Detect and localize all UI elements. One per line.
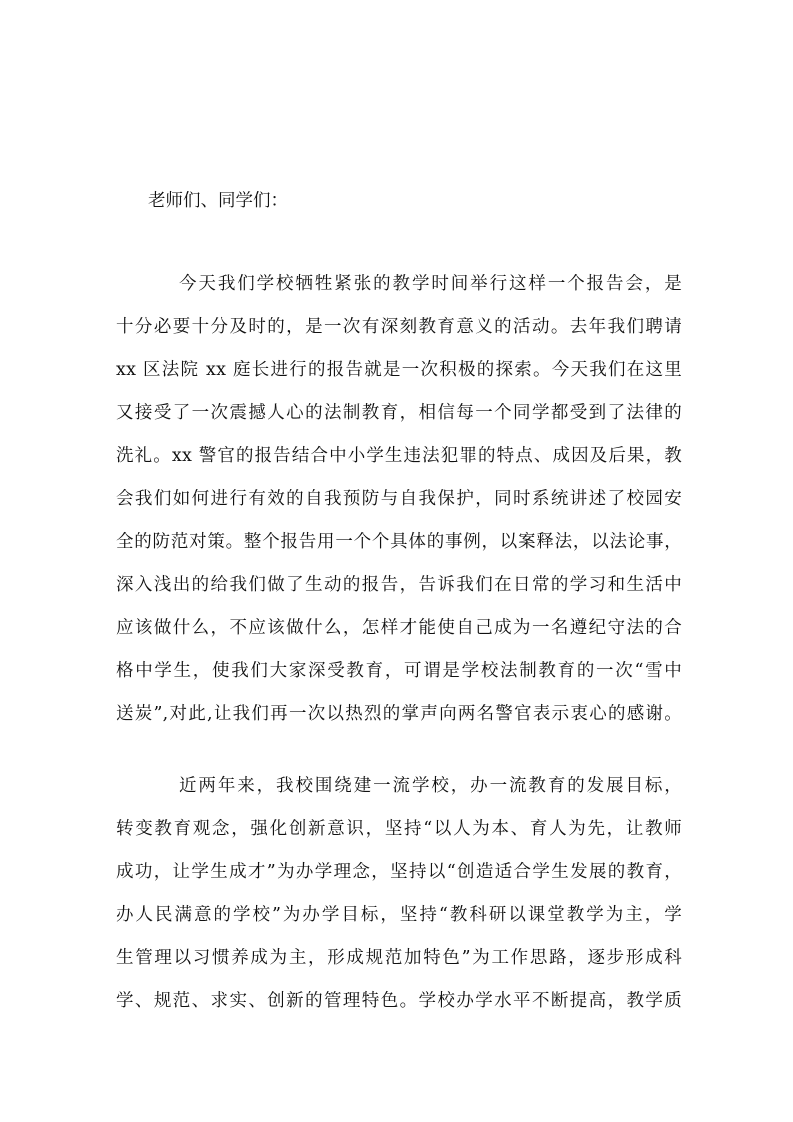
paragraph-line: 十分必要十分及时的，是一次有深刻教育意义的活动。去年我们聘请 <box>116 317 682 337</box>
paragraph-line: 会我们如何进行有效的自我预防与自我保护，同时系统讲述了校园安 <box>116 489 682 509</box>
paragraph-line: 今天我们学校牺牲紧张的教学时间举行这样一个报告会，是 <box>179 274 682 294</box>
paragraph-line: 近两年来，我校围绕建一流学校，办一流教育的发展目标， <box>179 776 682 796</box>
paragraph-line: 成功，让学生成才”为办学理念，坚持以“创造适合学生发展的教育， <box>116 862 682 882</box>
paragraph-line: 转变教育观念，强化创新意识，坚持“以人为本、育人为先，让教师 <box>116 819 682 839</box>
paragraph-line: 应该做什么，不应该做什么，怎样才能使自己成为一名遵纪守法的合 <box>116 618 682 638</box>
paragraph-line: 格中学生，使我们大家深受教育，可谓是学校法制教育的一次“雪中 <box>116 661 682 681</box>
paragraph-line: 深入浅出的给我们做了生动的报告，告诉我们在日常的学习和生活中 <box>116 575 682 595</box>
paragraph-line: 送炭”,对此,让我们再一次以热烈的掌声向两名警官表示衷心的感谢。 <box>116 704 682 724</box>
paragraph-line: 洗礼。xx 警官的报告结合中小学生违法犯罪的特点、成因及后果，教 <box>116 446 682 466</box>
salutation: 老师们、同学们： <box>148 191 288 211</box>
paragraph-line: 又接受了一次震撼人心的法制教育，相信每一个同学都受到了法律的 <box>116 403 682 423</box>
paragraph-line: 学、规范、求实、创新的管理特色。学校办学水平不断提高，教学质 <box>116 991 682 1011</box>
paragraph-line: 生管理以习惯养成为主，形成规范加特色”为工作思路，逐步形成科 <box>116 948 682 968</box>
paragraph-line: 全的防范对策。整个报告用一个个具体的事例，以案释法，以法论事， <box>116 532 682 552</box>
paragraph-line: 办人民满意的学校”为办学目标，坚持“教科研以课堂教学为主，学 <box>116 905 682 925</box>
paragraph-line: xx 区法院 xx 庭长进行的报告就是一次积极的探索。今天我们在这里 <box>116 360 682 380</box>
